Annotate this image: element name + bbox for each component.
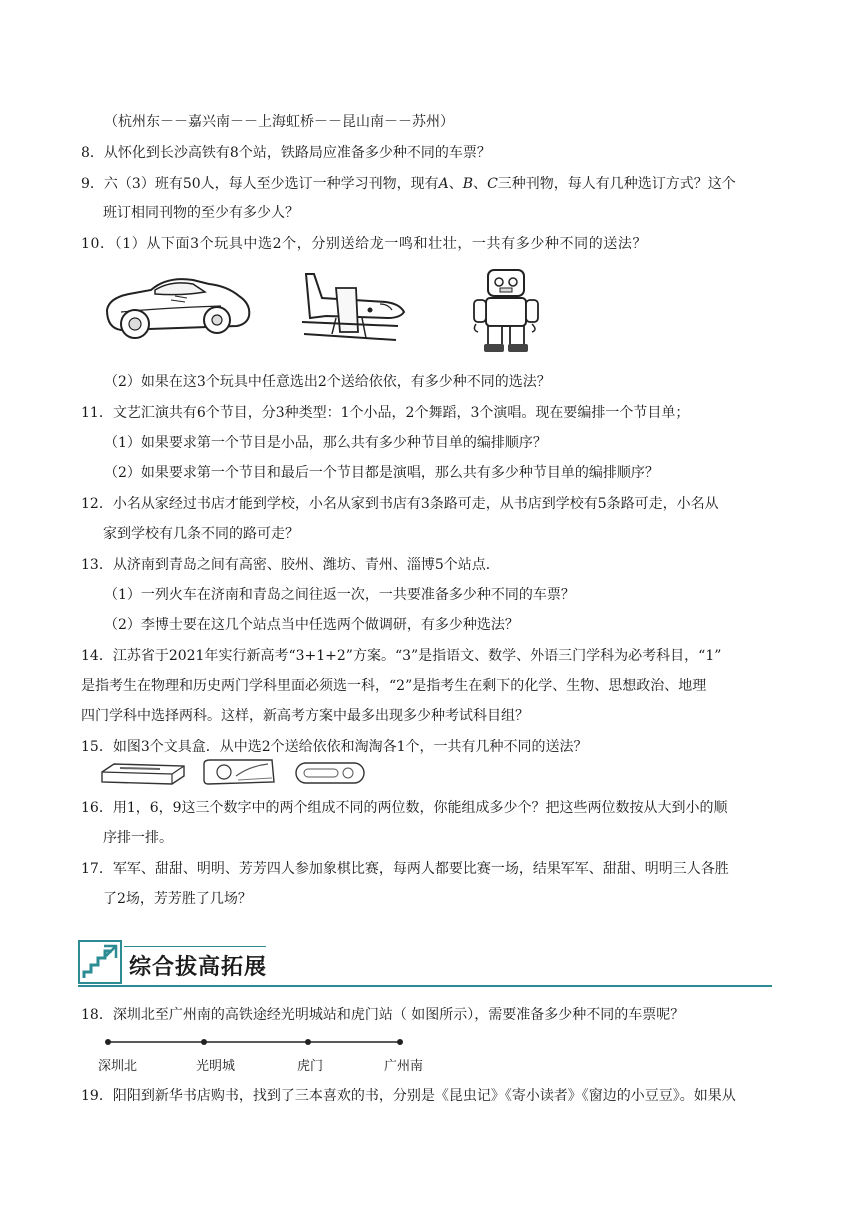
- question-17-cont: 了2场，芳芳胜了几场？: [103, 891, 252, 907]
- section-title: 综合拔高拓展: [129, 955, 268, 980]
- question-10-1: 10．（1）从下面3个玩具中选2个，分别送给龙一鸣和壮壮，一共有多少种不同的送法？: [81, 236, 648, 252]
- station-label-3: 虎门: [297, 1059, 324, 1074]
- q9-option-a: A: [438, 176, 449, 192]
- question-8: 8．从怀化到长沙高铁有8个站，铁路局应准备多少种不同的车票？: [81, 145, 491, 161]
- station-dot-3: [305, 1039, 311, 1045]
- pencil-box-3-image: [294, 760, 366, 786]
- question-15: 15．如图3个文具盒．从中选2个送给依依和淘淘各1个，一共有几种不同的送法？: [81, 739, 588, 755]
- q9-option-c: C: [487, 176, 498, 192]
- question-11-1: （1）如果要求第一个节目是小品，那么共有多少种节目单的编排顺序？: [104, 435, 547, 451]
- route-line: （杭州东－－嘉兴南－－上海虹桥－－昆山南－－苏州）: [104, 114, 454, 130]
- q9-option-b: B: [462, 176, 474, 192]
- question-11-2: （2）如果要求第一个节目和最后一个节目都是演唱，那么共有多少种节目单的编排顺序？: [104, 465, 659, 481]
- q9-text-2: 三种刊物，每人有几种选订方式？这个: [497, 176, 736, 192]
- question-13: 13．从济南到青岛之间有高密、胶州、潍坊、青州、淄博5个站点．: [81, 557, 500, 573]
- station-dot-1: [105, 1039, 111, 1045]
- station-line-diagram: [90, 1034, 420, 1050]
- question-12-cont: 家到学校有几条不同的路可走？: [103, 526, 299, 542]
- question-19: 19．阳阳到新华书店购书，找到了三本喜欢的书，分别是《昆虫记》《寄小读者》《窗边的小豆豆》。如果从: [81, 1088, 736, 1104]
- q9-sep-2: 、: [473, 176, 488, 192]
- question-17: 17．军军、甜甜、明明、芳芳四人参加象棋比赛，每两人都要比赛一场，结果军军、甜甜、明明三人各胜: [81, 861, 729, 877]
- toy-plane-image: [296, 268, 408, 348]
- question-16: 16．用1，6，9这三个数字中的两个组成不同的两位数，你能组成多少个？把这些两位数按从大到小的顺: [81, 800, 728, 816]
- banner-rule: [78, 985, 772, 987]
- question-14-cont-1: 是指考生在物理和历史两门学科里面必须选一科，“2”是指考生在剩下的化学、生物、思想政治、地理: [81, 678, 707, 694]
- question-13-2: （2）李博士要在这几个站点当中任选两个做调研，有多少种选法？: [104, 617, 519, 633]
- station-dot-2: [201, 1039, 207, 1045]
- station-label-2: 光明城: [196, 1059, 236, 1074]
- toy-robot-image: [466, 266, 546, 354]
- station-label-1: 深圳北: [98, 1059, 138, 1074]
- question-9-cont: 班订相同刊物的至少有多少人？: [103, 205, 299, 221]
- q9-text-1: 9．六（3）班有50人，每人至少选订一种学习刊物，现有: [81, 176, 439, 192]
- banner-top-rule: [124, 946, 266, 947]
- pencil-box-2-image: [202, 758, 276, 786]
- q9-sep-1: 、: [448, 176, 463, 192]
- question-16-cont: 序排一排。: [103, 830, 173, 846]
- station-label-4: 广州南: [384, 1059, 424, 1074]
- question-13-1: （1）一列火车在济南和青岛之间往返一次，一共要准备多少种不同的车票？: [104, 587, 575, 603]
- toy-car-image: [101, 272, 253, 342]
- pencil-box-1-image: [100, 762, 186, 786]
- question-14: 14．江苏省于2021年实行新高考“3+1+2”方案。“3”是指语文、数学、外语三门学科为必考科目，“1”: [81, 648, 722, 664]
- question-9: [81, 174, 736, 194]
- question-11: 11．文艺汇演共有6个节目，分3种类型：1个小品，2个舞蹈，3个演唱。现在要编排一个节目单；: [81, 405, 690, 421]
- station-dot-4: [397, 1039, 403, 1045]
- question-12: 12．小名从家经过书店才能到学校，小名从家到书店有3条路可走，从书店到学校有5条路可走，小名从: [81, 496, 719, 512]
- question-10-2: （2）如果在这3个玩具中任意选出2个送给依依，有多少种不同的选法？: [104, 374, 551, 390]
- question-18: 18．深圳北至广州南的高铁途经光明城站和虎门站（ 如图所示），需要准备多少种不同的车票呢？: [81, 1007, 685, 1023]
- question-14-cont-2: 四门学科中选择两科。这样，新高考方案中最多出现多少种考试科目组？: [81, 708, 529, 724]
- stairs-icon: [78, 940, 122, 984]
